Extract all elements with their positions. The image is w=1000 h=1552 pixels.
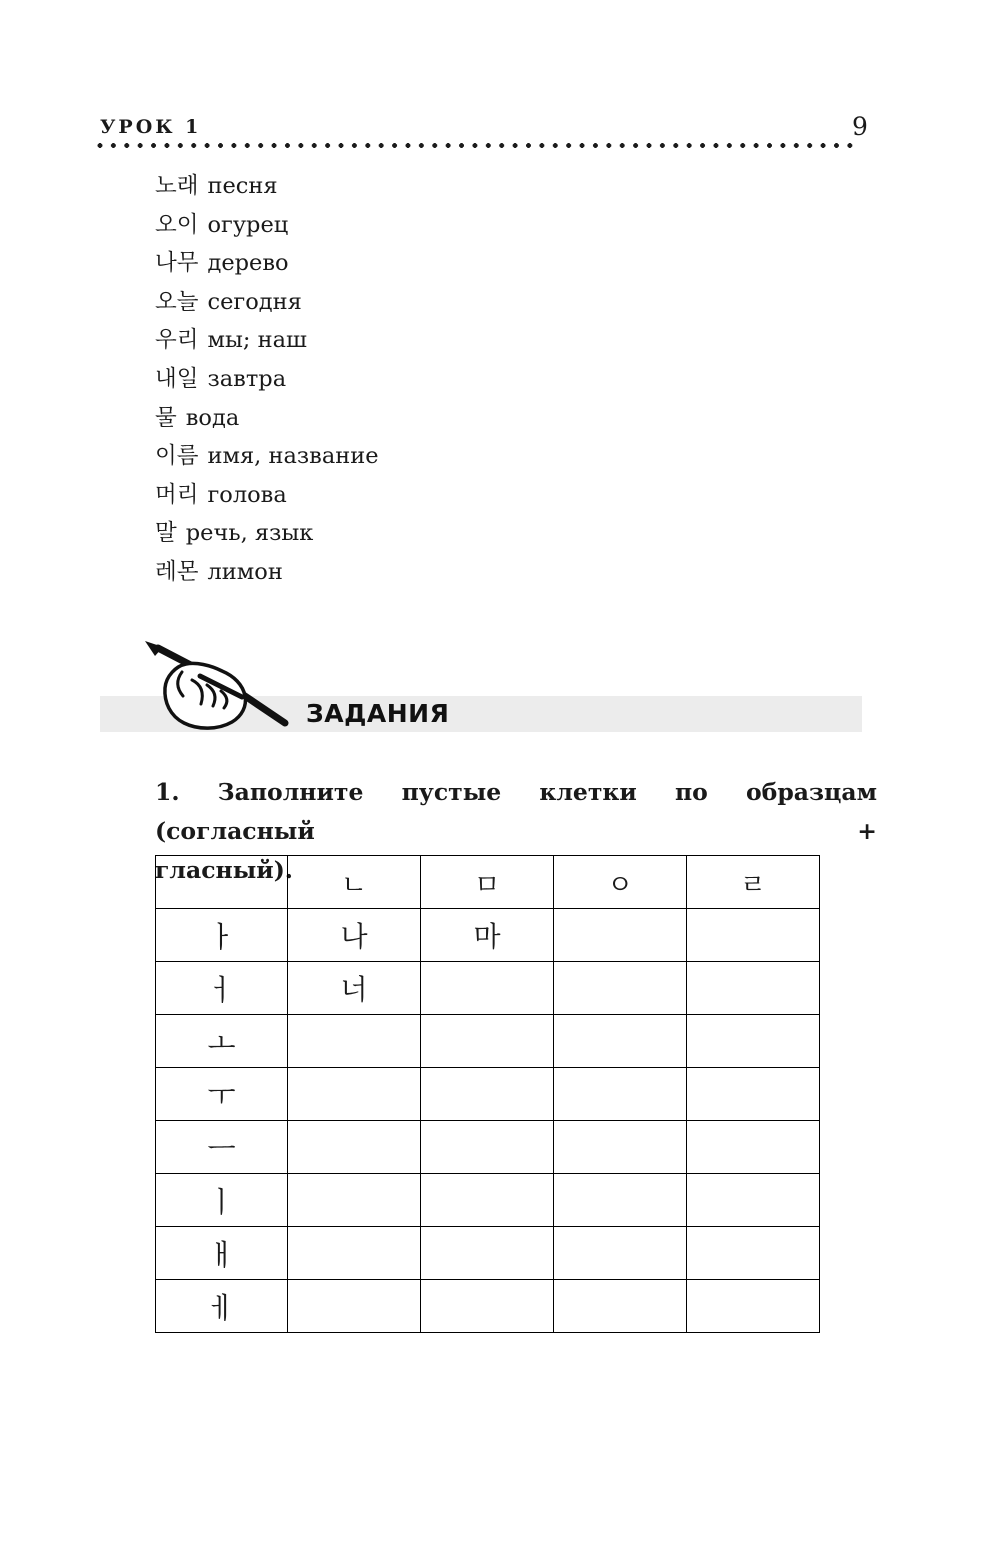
syllable-cell	[421, 1174, 554, 1227]
vocab-item	[155, 514, 379, 553]
syllable-cell	[288, 1174, 421, 1227]
korean-word: 나무	[155, 250, 199, 277]
table-row	[156, 1015, 820, 1068]
vowel-cell: ㅣ	[156, 1174, 288, 1227]
korean-word: 머리	[155, 481, 199, 508]
syllable-cell	[687, 1068, 820, 1121]
korean-word: 내일	[155, 365, 199, 392]
task-instruction-line2: гласный).	[155, 856, 293, 884]
consonant-header: ㄹ	[687, 856, 820, 909]
vocab-item	[155, 553, 379, 592]
russian-translation: дерево	[207, 250, 289, 277]
page-number: 9	[852, 112, 868, 141]
syllable-cell	[288, 1068, 421, 1121]
task-instruction-line1: 1. Заполните пустые клетки по образцам (согласный +	[155, 778, 877, 845]
russian-translation: огурец	[207, 211, 289, 238]
syllable-cell	[288, 1280, 421, 1333]
korean-word: 우리	[155, 327, 199, 354]
syllable-cell	[687, 1121, 820, 1174]
korean-word: 오늘	[155, 288, 199, 315]
table-corner-cell	[156, 856, 288, 909]
syllable-cell	[421, 1068, 554, 1121]
korean-word: 노래	[155, 173, 199, 199]
syllable-cell	[687, 909, 820, 962]
vocab-item	[155, 283, 379, 322]
table-row	[156, 1121, 820, 1174]
korean-word: 이름	[155, 443, 199, 470]
table-row	[156, 1227, 820, 1280]
vowel-cell: ㅐ	[156, 1227, 288, 1280]
syllable-cell	[554, 1280, 687, 1333]
syllable-cell	[554, 1068, 687, 1121]
vocab-item	[155, 360, 379, 399]
korean-word: 레몬	[155, 558, 199, 585]
vocab-item	[155, 206, 379, 245]
dotted-separator	[97, 142, 859, 149]
tasks-section-title: ЗАДАНИЯ	[306, 699, 450, 728]
syllable-table	[155, 855, 820, 1333]
russian-translation: речь, язык	[185, 520, 314, 547]
syllable-cell	[421, 962, 554, 1015]
vowel-cell: ㅗ	[156, 1015, 288, 1068]
vocab-item	[155, 399, 379, 438]
syllable-cell	[554, 1015, 687, 1068]
russian-translation: сегодня	[207, 288, 302, 315]
syllable-cell	[421, 1280, 554, 1333]
consonant-header: ㅇ	[554, 856, 687, 909]
vowel-cell: ㅡ	[156, 1121, 288, 1174]
vowel-cell: ㅏ	[156, 909, 288, 962]
syllable-cell	[288, 1121, 421, 1174]
syllable-cell	[288, 1015, 421, 1068]
syllable-cell: 나	[288, 909, 421, 962]
russian-translation: лимон	[207, 558, 283, 585]
vocab-item	[155, 476, 379, 515]
vocab-item	[155, 244, 379, 283]
syllable-cell: 마	[421, 909, 554, 962]
syllable-cell	[554, 962, 687, 1015]
consonant-header: ㄴ	[288, 856, 421, 909]
russian-translation: голова	[207, 481, 287, 508]
table-row	[156, 909, 820, 962]
consonant-header: ㅁ	[421, 856, 554, 909]
syllable-cell	[421, 1227, 554, 1280]
syllable-cell	[554, 1121, 687, 1174]
korean-word: 오이	[155, 211, 199, 238]
syllable-cell	[554, 1227, 687, 1280]
syllable-cell: 너	[288, 962, 421, 1015]
russian-translation: вода	[185, 404, 240, 431]
russian-translation: завтра	[207, 365, 287, 392]
syllable-cell	[554, 909, 687, 962]
writing-hand-icon	[142, 636, 292, 732]
syllable-cell	[687, 1174, 820, 1227]
syllable-cell	[554, 1174, 687, 1227]
syllable-cell	[687, 962, 820, 1015]
syllable-cell	[687, 1280, 820, 1333]
vocab-item	[155, 321, 379, 360]
vocab-item	[155, 167, 379, 206]
korean-word: 말	[155, 520, 177, 547]
table-row	[156, 1068, 820, 1121]
russian-translation: мы; наш	[207, 327, 307, 354]
syllable-cell	[421, 1015, 554, 1068]
russian-translation: песня	[207, 173, 278, 199]
vowel-cell: ㅓ	[156, 962, 288, 1015]
vocab-item	[155, 437, 379, 476]
syllable-cell	[687, 1227, 820, 1280]
syllable-cell	[687, 1015, 820, 1068]
syllable-cell	[421, 1121, 554, 1174]
lesson-label: УРОК 1	[100, 116, 202, 138]
russian-translation: имя, название	[207, 443, 379, 470]
syllable-cell	[288, 1227, 421, 1280]
table-header-row	[156, 856, 820, 909]
vocab-list	[155, 167, 379, 592]
table-row	[156, 1174, 820, 1227]
korean-word: 물	[155, 404, 177, 431]
vowel-cell: ㅜ	[156, 1068, 288, 1121]
vowel-cell: ㅔ	[156, 1280, 288, 1333]
table-row	[156, 1280, 820, 1333]
table-row	[156, 962, 820, 1015]
